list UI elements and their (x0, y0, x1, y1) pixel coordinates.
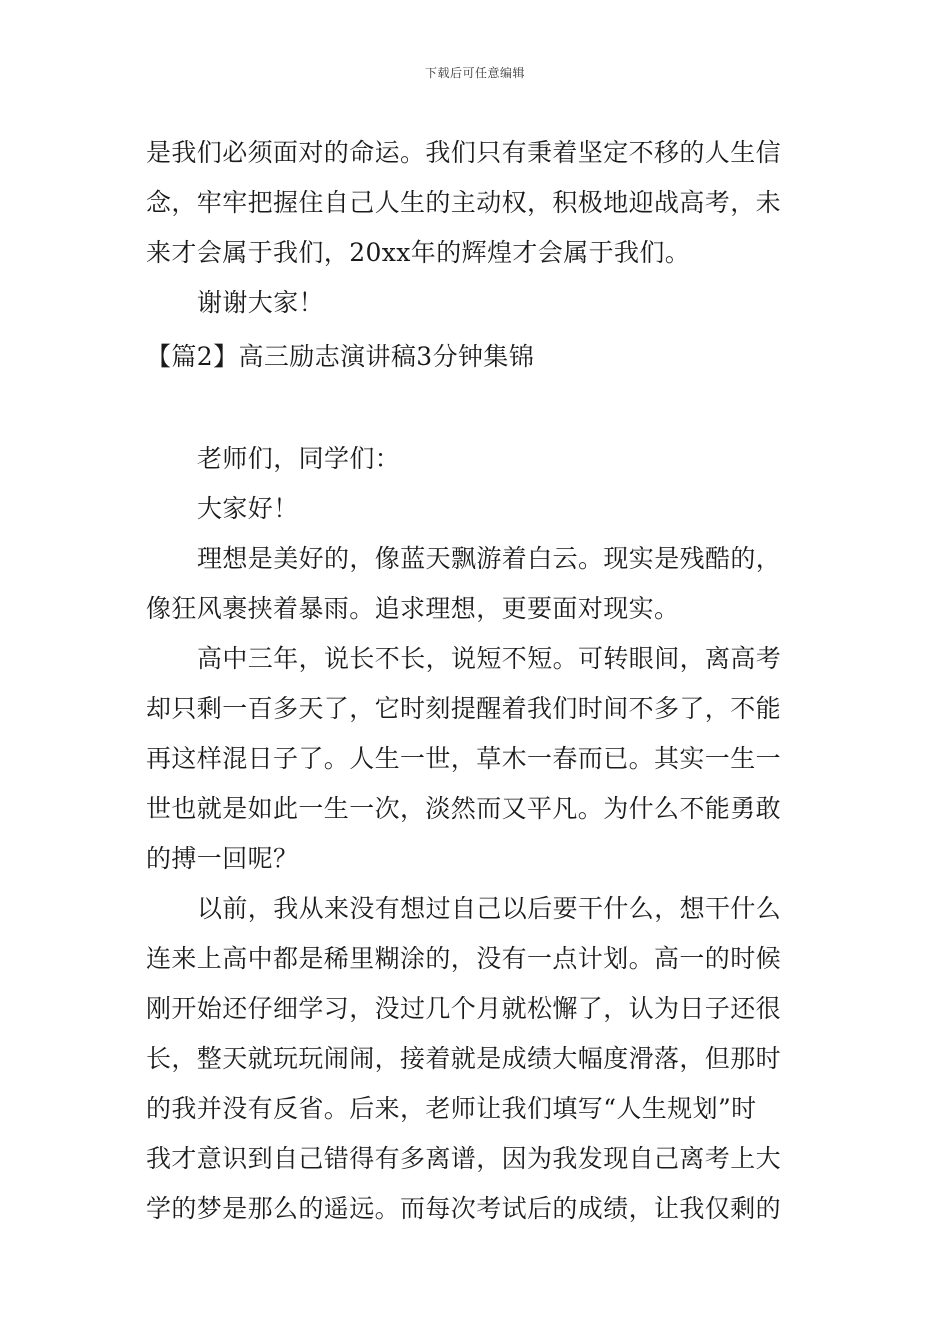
text-line: 我才意识到自己错得有多离谱，因为我发现自己离考上大 (146, 1144, 782, 1173)
text-line: 再这样混日子了。人生一世，草木一春而已。其实一生一 (146, 744, 782, 773)
document-body (146, 128, 806, 1234)
blank-gap (146, 382, 806, 434)
text-line: 念，牢牢把握住自己人生的主动权，积极地迎战高考，未 (146, 188, 782, 217)
page-header-note: 下载后可任意编辑 (424, 66, 525, 80)
text-line: 刚开始还仔细学习，没过几个月就松懈了，认为日子还很 (146, 994, 782, 1023)
text-line: 来才会属于我们，20xx年的辉煌才会属于我们。 (146, 238, 691, 267)
paragraph-start: 以前，我从来没有想过自己以后要干什么，想干什么 (197, 894, 782, 923)
text-line: 世也就是如此一生一次，淡然而又平凡。为什么不能勇敢 (146, 794, 782, 823)
text-line: 长，整天就玩玩闹闹，接着就是成绩大幅度滑落，但那时 (146, 1044, 782, 1073)
paragraph-start: 高中三年，说长不长，说短不短。可转眼间，离高考 (197, 644, 782, 673)
text-line: 连来上高中都是稀里糊涂的，没有一点计划。高一的时候 (146, 944, 782, 973)
text-line: 是我们必须面对的命运。我们只有秉着坚定不移的人生信 (146, 138, 782, 167)
text-line: 的我并没有反省。后来，老师让我们填写“人生规划”时 (146, 1094, 757, 1123)
paragraph-start: 理想是美好的，像蓝天飘游着白云。现实是残酷的， (197, 544, 782, 573)
closing-line: 谢谢大家！ (197, 288, 325, 317)
text-line: 却只剩一百多天了，它时刻提醒着我们时间不多了，不能 (146, 694, 782, 723)
salutation-line: 老师们，同学们： (197, 444, 401, 473)
section-heading: 【篇2】高三励志演讲稿3分钟集锦 (146, 342, 535, 371)
text-line: 像狂风裹挟着暴雨。追求理想，更要面对现实。 (146, 594, 680, 623)
greeting-line: 大家好！ (197, 494, 299, 523)
text-line: 学的梦是那么的遥远。而每次考试后的成绩，让我仅剩的 (146, 1194, 782, 1223)
text-line: 的搏一回呢？ (146, 844, 299, 873)
